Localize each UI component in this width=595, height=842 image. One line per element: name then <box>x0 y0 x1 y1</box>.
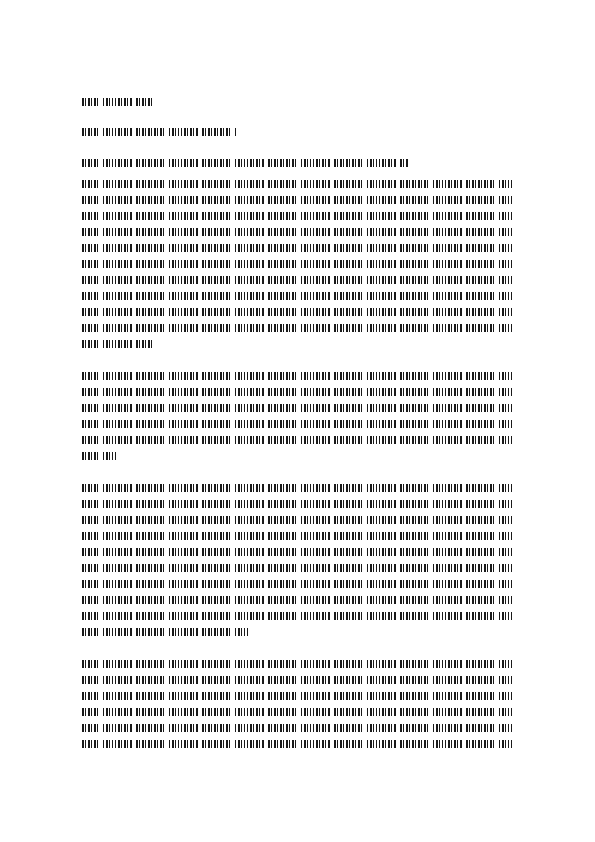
text-line <box>82 420 514 428</box>
header-line-1 <box>82 98 152 106</box>
text-line <box>82 692 514 700</box>
text-line <box>82 292 514 300</box>
text-line <box>82 404 514 412</box>
text-line <box>82 180 514 188</box>
text-line <box>82 628 248 636</box>
text-line <box>82 708 514 716</box>
text-line <box>82 612 514 620</box>
text-line <box>82 228 514 236</box>
text-line <box>82 436 514 444</box>
text-line <box>82 340 154 348</box>
text-line <box>82 372 514 380</box>
text-line <box>82 196 514 204</box>
text-line <box>82 324 514 332</box>
text-line <box>82 724 514 732</box>
header-line-2 <box>82 128 238 136</box>
text-line <box>82 660 514 668</box>
text-line <box>82 260 514 268</box>
text-line <box>82 388 514 396</box>
text-line <box>82 676 514 684</box>
text-line <box>82 532 514 540</box>
text-line <box>82 580 514 588</box>
text-line <box>82 564 514 572</box>
text-line <box>82 212 514 220</box>
text-line <box>82 276 514 284</box>
text-line <box>82 500 514 508</box>
text-line <box>82 484 514 492</box>
text-line <box>82 740 514 748</box>
text-line <box>82 516 514 524</box>
text-line <box>82 308 514 316</box>
text-line <box>82 596 514 604</box>
text-line <box>82 548 514 556</box>
text-line <box>82 452 118 460</box>
heading-line <box>82 159 408 167</box>
text-line <box>82 244 514 252</box>
